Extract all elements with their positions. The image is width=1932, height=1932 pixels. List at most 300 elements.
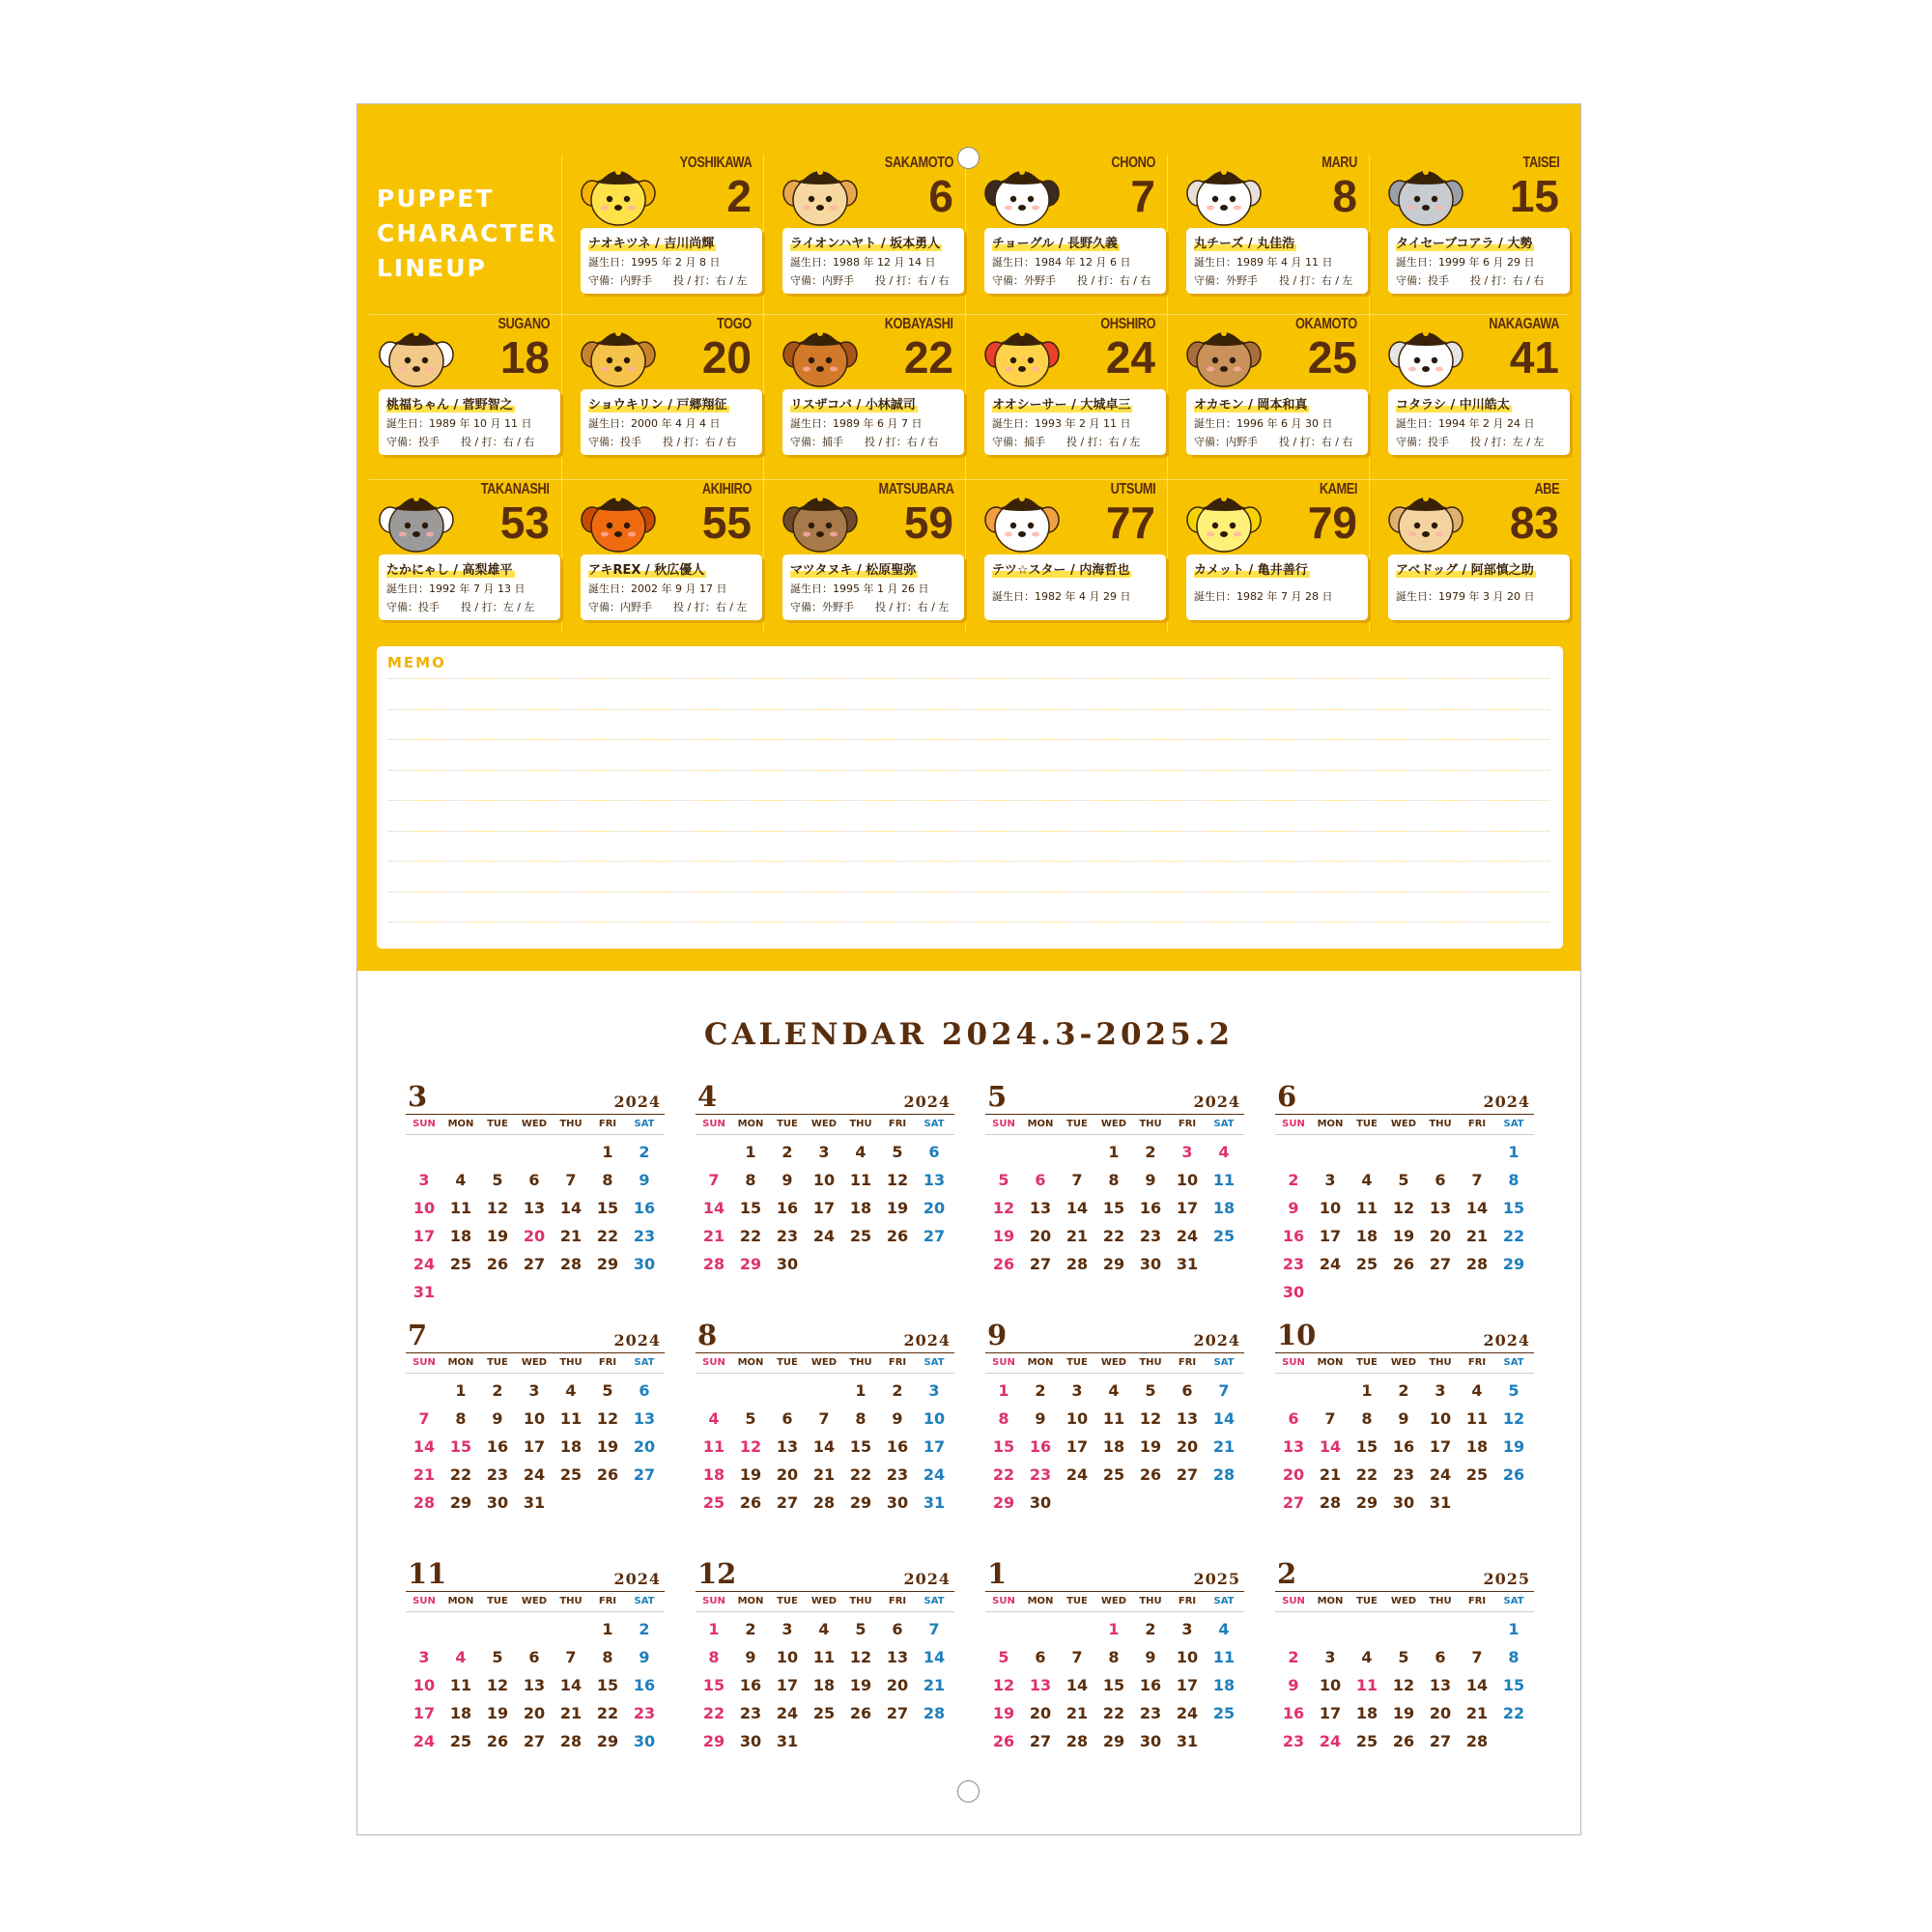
player-number: 22: [903, 332, 953, 383]
player-number: 79: [1307, 497, 1357, 548]
calendar-day: 12: [886, 1171, 909, 1189]
month-number: 9: [987, 1319, 1008, 1351]
calendar-day: 13: [886, 1648, 909, 1666]
calendar-day: 16: [1392, 1437, 1415, 1456]
weekday-label: SAT: [923, 1119, 945, 1129]
birth-date: 誕生日：1988 年 12 月 14 日: [790, 256, 936, 269]
calendar-day: 31: [1429, 1493, 1452, 1512]
calendar-day: 21: [1319, 1465, 1342, 1484]
weekday-label: WED: [810, 1357, 838, 1368]
calendar-day: 26: [1502, 1465, 1525, 1484]
calendar-day: 31: [923, 1493, 946, 1512]
calendar-day: 15: [449, 1437, 472, 1456]
calendar-day: 27: [1429, 1732, 1452, 1750]
calendar-day: 30: [1139, 1732, 1162, 1750]
calendar-day: 10: [776, 1648, 799, 1666]
calendar-day: 18: [1102, 1437, 1125, 1456]
calendar-day: 19: [486, 1227, 509, 1245]
player-info-card: [1388, 228, 1570, 294]
calendar-day: 14: [1319, 1437, 1342, 1456]
calendar-day: 30: [739, 1732, 762, 1750]
calendar-day: 21: [412, 1465, 436, 1484]
calendar-day: 22: [596, 1227, 619, 1245]
calendar-day: 9: [639, 1648, 650, 1666]
weekday-label: THU: [1429, 1119, 1452, 1129]
lion-face-icon: [781, 156, 860, 228]
calendar-day: 5: [1508, 1381, 1520, 1400]
player-name: MATSUBARA: [878, 481, 953, 497]
position-info: 守備：内野手 投 / 打：右 / 右: [1194, 436, 1353, 448]
calendar-day: 20: [776, 1465, 799, 1484]
calendar-day: 23: [886, 1465, 909, 1484]
weekday-rule: [1275, 1134, 1534, 1135]
calendar-day: 14: [1465, 1199, 1489, 1217]
calendar-day: 15: [1502, 1676, 1525, 1694]
player-card: [969, 145, 1171, 307]
character-name: テツ☆スター / 内海哲也: [992, 559, 1131, 578]
calendar-day: 18: [849, 1199, 872, 1217]
calendar-day: 26: [1139, 1465, 1162, 1484]
position-info: 守備：内野手 投 / 打：右 / 左: [588, 601, 748, 613]
month-year: 2024: [613, 1093, 661, 1111]
calendar-day: 5: [492, 1648, 503, 1666]
month-rule: [1275, 1114, 1534, 1115]
calendar-day: 13: [1029, 1676, 1052, 1694]
calendar-day: 13: [1429, 1199, 1452, 1217]
birth-date: 誕生日：1995 年 2 月 8 日: [588, 256, 721, 269]
calendar-day: 22: [1502, 1227, 1525, 1245]
calendar-day: 15: [596, 1199, 619, 1217]
calendar-day: 4: [1361, 1648, 1373, 1666]
character-name: アキREX / 秋広優人: [588, 559, 706, 578]
calendar-day: 11: [702, 1437, 725, 1456]
calendar-day: 26: [1392, 1732, 1415, 1750]
player-name: OKAMOTO: [1295, 316, 1357, 332]
calendar-day: 29: [992, 1493, 1015, 1512]
calendar-day: 25: [449, 1255, 472, 1273]
weekday-label: WED: [1100, 1596, 1127, 1606]
month-block: [696, 1557, 956, 1789]
player-info-card: [1388, 554, 1570, 620]
player-name: KOBAYASHI: [885, 316, 953, 332]
calendar-day: 13: [1176, 1409, 1199, 1428]
calendar-day: 5: [998, 1648, 1009, 1666]
month-block: [985, 1080, 1246, 1312]
weekday-rule: [406, 1611, 665, 1612]
character-name: ナオキツネ / 吉川尚輝: [588, 233, 716, 251]
calendar-day: 5: [855, 1620, 867, 1638]
cat-face-icon: [377, 483, 456, 554]
player-name: NAKAGAWA: [1489, 316, 1559, 332]
month-rule: [696, 1591, 954, 1592]
calendar-day: 5: [602, 1381, 613, 1400]
calendar-day: 14: [1465, 1676, 1489, 1694]
weekday-label: WED: [1390, 1596, 1417, 1606]
calendar-day: 23: [1282, 1255, 1305, 1273]
weekday-label: FRI: [1467, 1357, 1487, 1368]
calendar-day: 2: [639, 1620, 650, 1638]
calendar-day: 28: [559, 1732, 582, 1750]
calendar-day: 7: [1471, 1648, 1483, 1666]
weekday-label: SAT: [923, 1357, 945, 1368]
character-name: チョーグル / 長野久義: [992, 233, 1120, 251]
calendar-day: 6: [1181, 1381, 1193, 1400]
birth-date: 誕生日：1989 年 6 月 7 日: [790, 417, 923, 430]
weekday-label: WED: [1390, 1119, 1417, 1129]
month-number: 4: [697, 1080, 718, 1113]
weekday-label: MON: [1317, 1119, 1344, 1129]
weekday-label: TUE: [1356, 1357, 1378, 1368]
weekday-label: MON: [447, 1596, 474, 1606]
calendar-day: 29: [1102, 1732, 1125, 1750]
calendar-day: 6: [528, 1171, 540, 1189]
player-number: 7: [1130, 171, 1155, 221]
top-hang-hole: [957, 147, 980, 169]
month-number: 6: [1277, 1080, 1297, 1113]
weekday-rule: [406, 1373, 665, 1374]
weekday-label: SUN: [1282, 1596, 1305, 1606]
weekday-label: SAT: [634, 1596, 655, 1606]
weekday-rule: [1275, 1373, 1534, 1374]
weekday-label: THU: [1139, 1119, 1162, 1129]
month-rule: [1275, 1352, 1534, 1353]
memo-line: [388, 739, 1549, 740]
calendar-day: 8: [1508, 1648, 1520, 1666]
calendar-day: 4: [708, 1409, 720, 1428]
weekday-label: MON: [1027, 1119, 1054, 1129]
calendar-day: 29: [1355, 1493, 1378, 1512]
calendar-day: 26: [739, 1493, 762, 1512]
month-number: 10: [1277, 1319, 1317, 1351]
player-name: OHSHIRO: [1100, 316, 1155, 332]
calendar-day: 17: [1319, 1227, 1342, 1245]
calendar-day: 7: [565, 1171, 577, 1189]
calendar-day: 25: [702, 1493, 725, 1512]
calendar-day: 1: [998, 1381, 1009, 1400]
character-name: ライオンハヤト / 坂本勇人: [790, 233, 942, 251]
weekday-rule: [696, 1611, 954, 1612]
calendar-day: 6: [1035, 1171, 1046, 1189]
calendar-day: 27: [1029, 1732, 1052, 1750]
calendar-day: 8: [602, 1171, 613, 1189]
position-info: 守備：投手 投 / 打：右 / 右: [588, 436, 737, 448]
calendar-day: 30: [633, 1732, 656, 1750]
weekday-label: FRI: [888, 1119, 907, 1129]
player-info-card: [984, 554, 1166, 620]
player-info-card: [1388, 389, 1570, 455]
calendar-day: 16: [633, 1676, 656, 1694]
player-card: [1171, 145, 1373, 307]
calendar-day: 28: [1212, 1465, 1236, 1484]
calendar-day: 12: [992, 1676, 1015, 1694]
calendar-day: 7: [1218, 1381, 1230, 1400]
calendar-day: 21: [1065, 1227, 1089, 1245]
calendar-day: 25: [449, 1732, 472, 1750]
player-card: [969, 471, 1171, 634]
calendar-day: 8: [1108, 1648, 1120, 1666]
weekday-label: TUE: [777, 1596, 798, 1606]
calendar-day: 26: [992, 1732, 1015, 1750]
weekday-label: TUE: [1066, 1119, 1088, 1129]
calendar-day: 20: [1429, 1227, 1452, 1245]
calendar-day: 11: [449, 1199, 472, 1217]
calendar-day: 20: [523, 1227, 546, 1245]
calendar-day: 20: [1029, 1704, 1052, 1722]
weekday-rule: [985, 1373, 1244, 1374]
calendar-day: 5: [1398, 1648, 1409, 1666]
calendar-day: 12: [849, 1648, 872, 1666]
weekday-label: SAT: [1503, 1119, 1524, 1129]
weekday-label: SUN: [992, 1357, 1015, 1368]
calendar-day: 10: [412, 1199, 436, 1217]
calendar-day: 10: [1319, 1199, 1342, 1217]
weekday-label: SAT: [1503, 1357, 1524, 1368]
calendar-day: 21: [559, 1704, 582, 1722]
weekday-rule: [985, 1134, 1244, 1135]
calendar-day: 11: [1102, 1409, 1125, 1428]
character-name: リスザコバ / 小林誠司: [790, 394, 918, 412]
calendar-day: 17: [1176, 1676, 1199, 1694]
calendar-day: 14: [559, 1199, 582, 1217]
calendar-day: 27: [523, 1732, 546, 1750]
calendar-day: 2: [492, 1381, 503, 1400]
character-name: ショウキリン / 戸郷翔征: [588, 394, 729, 412]
calendar-day: 16: [633, 1199, 656, 1217]
calendar-day: 9: [1398, 1409, 1409, 1428]
player-number: 53: [499, 497, 550, 548]
calendar-day: 13: [923, 1171, 946, 1189]
calendar-day: 11: [449, 1676, 472, 1694]
calendar-day: 24: [1319, 1732, 1342, 1750]
calendar-day: 11: [559, 1409, 582, 1428]
weekday-label: SUN: [702, 1596, 725, 1606]
weekday-label: THU: [559, 1357, 582, 1368]
calendar-day: 14: [923, 1648, 946, 1666]
month-number: 8: [697, 1319, 718, 1351]
position-info: 守備：外野手 投 / 打：右 / 左: [790, 601, 950, 613]
birth-date: 誕生日：1999 年 6 月 29 日: [1396, 256, 1535, 269]
position-info: 守備：外野手 投 / 打：右 / 左: [1194, 274, 1353, 287]
month-year: 2024: [1483, 1093, 1530, 1111]
weekday-label: SAT: [1503, 1596, 1524, 1606]
calendar-day: 24: [1065, 1465, 1089, 1484]
calendar-day: 20: [1176, 1437, 1199, 1456]
calendar-day: 9: [1288, 1676, 1299, 1694]
memo-area[interactable]: [377, 646, 1563, 949]
weekday-label: WED: [521, 1596, 548, 1606]
calendar-day: 25: [559, 1465, 582, 1484]
calendar-day: 19: [1392, 1704, 1415, 1722]
position-info: 守備：捕手 投 / 打：右 / 左: [992, 436, 1141, 448]
calendar-day: 22: [596, 1704, 619, 1722]
calendar-day: 8: [1108, 1171, 1120, 1189]
character-name: たかにゃし / 高梨雄平: [386, 559, 515, 578]
calendar-day: 4: [1108, 1381, 1120, 1400]
calendar-day: 23: [1139, 1227, 1162, 1245]
calendar-day: 16: [776, 1199, 799, 1217]
calendar-day: 16: [486, 1437, 509, 1456]
memo-line: [388, 861, 1549, 862]
tanuki-face-icon: [781, 483, 860, 554]
calendar-day: 3: [528, 1381, 540, 1400]
calendar-day: 4: [1361, 1171, 1373, 1189]
calendar-day: 1: [1361, 1381, 1373, 1400]
calendar-day: 21: [559, 1227, 582, 1245]
character-name: タイセーブコアラ / 大勢: [1396, 233, 1534, 251]
calendar-day: 30: [886, 1493, 909, 1512]
calendar-day: 7: [818, 1409, 830, 1428]
month-number: 12: [697, 1557, 737, 1590]
white-dog-face-icon: [1184, 156, 1264, 228]
calendar-day: 22: [1102, 1704, 1125, 1722]
calendar-day: 5: [1398, 1171, 1409, 1189]
calendar-day: 1: [1108, 1620, 1120, 1638]
player-card: [1373, 471, 1575, 634]
calendar-day: 12: [486, 1676, 509, 1694]
calendar-day: 25: [1465, 1465, 1489, 1484]
fox-face-icon: [579, 156, 658, 228]
weekday-label: FRI: [1467, 1596, 1487, 1606]
calendar-day: 3: [418, 1171, 430, 1189]
calico-cat-face-icon: [982, 483, 1062, 554]
birth-date: 誕生日：1984 年 12 月 6 日: [992, 256, 1131, 269]
calendar-day: 2: [1145, 1143, 1156, 1161]
player-name: AKIHIRO: [701, 481, 752, 497]
calendar-day: 8: [745, 1171, 756, 1189]
calendar-day: 9: [639, 1171, 650, 1189]
player-name: SAKAMOTO: [884, 155, 953, 171]
calendar-day: 9: [1035, 1409, 1046, 1428]
calendar-day: 17: [1429, 1437, 1452, 1456]
calendar-day: 28: [1065, 1732, 1089, 1750]
weekday-label: TUE: [777, 1357, 798, 1368]
calendar-day: 31: [776, 1732, 799, 1750]
calendar-day: 25: [1102, 1465, 1125, 1484]
calendar-day: 8: [1361, 1409, 1373, 1428]
calendar-day: 23: [739, 1704, 762, 1722]
calendar-day: 1: [602, 1620, 613, 1638]
weekday-label: THU: [559, 1596, 582, 1606]
player-number: 24: [1105, 332, 1155, 383]
calendar-day: 13: [1029, 1199, 1052, 1217]
weekday-label: MON: [1027, 1357, 1054, 1368]
player-number: 59: [903, 497, 953, 548]
calendar-day: 7: [928, 1620, 940, 1638]
weekday-rule: [696, 1134, 954, 1135]
player-card: [767, 145, 969, 307]
calendar-day: 30: [1282, 1283, 1305, 1301]
weekday-label: MON: [737, 1357, 764, 1368]
calendar-day: 21: [1465, 1704, 1489, 1722]
calendar-day: 18: [702, 1465, 725, 1484]
calendar-day: 30: [776, 1255, 799, 1273]
calendar-day: 22: [1102, 1227, 1125, 1245]
calendar-day: 5: [745, 1409, 756, 1428]
player-card: [363, 471, 565, 634]
weekday-rule: [406, 1134, 665, 1135]
calendar-day: 24: [923, 1465, 946, 1484]
calendar-day: 6: [1435, 1648, 1446, 1666]
calendar-day: 3: [418, 1648, 430, 1666]
calendar-day: 14: [702, 1199, 725, 1217]
player-number: 41: [1509, 332, 1559, 383]
calendar-day: 16: [1139, 1676, 1162, 1694]
calendar-day: 7: [708, 1171, 720, 1189]
calendar-day: 19: [886, 1199, 909, 1217]
calendar-day: 28: [412, 1493, 436, 1512]
calendar-day: 12: [1392, 1676, 1415, 1694]
position-info: 守備：投手 投 / 打：右 / 右: [1396, 274, 1545, 287]
birth-date: 誕生日：2000 年 4 月 4 日: [588, 417, 721, 430]
calendar-day: 9: [1288, 1199, 1299, 1217]
calendar-day: 15: [739, 1199, 762, 1217]
position-info: 守備：投手 投 / 打：左 / 左: [1396, 436, 1545, 448]
calendar-day: 26: [1392, 1255, 1415, 1273]
calendar-day: 12: [739, 1437, 762, 1456]
calendar-day: 19: [486, 1704, 509, 1722]
calendar-day: 14: [559, 1676, 582, 1694]
weekday-label: MON: [447, 1119, 474, 1129]
calendar-day: 19: [596, 1437, 619, 1456]
character-name: コタラシ / 中川皓太: [1396, 394, 1512, 412]
weekday-label: FRI: [888, 1596, 907, 1606]
birth-date: 誕生日：1979 年 3 月 20 日: [1396, 590, 1535, 603]
weekday-label: FRI: [598, 1596, 617, 1606]
weekday-label: SAT: [634, 1119, 655, 1129]
calendar-day: 13: [1429, 1676, 1452, 1694]
weekday-label: THU: [1139, 1596, 1162, 1606]
month-number: 7: [408, 1319, 428, 1351]
player-name: KAMEI: [1319, 481, 1357, 497]
calendar-day: 2: [781, 1143, 793, 1161]
calendar-day: 8: [1508, 1171, 1520, 1189]
calendar-day: 9: [781, 1171, 793, 1189]
calendar-day: 4: [455, 1648, 467, 1666]
calendar-day: 17: [1319, 1704, 1342, 1722]
calendar-day: 3: [1181, 1143, 1193, 1161]
calendar-day: 22: [992, 1465, 1015, 1484]
month-block: [985, 1557, 1246, 1789]
weekday-label: WED: [521, 1357, 548, 1368]
calendar-day: 11: [1212, 1648, 1236, 1666]
calendar-day: 30: [633, 1255, 656, 1273]
calendar-day: 26: [486, 1255, 509, 1273]
calendar-day: 4: [1218, 1620, 1230, 1638]
calendar-day: 19: [849, 1676, 872, 1694]
calendar-day: 13: [523, 1676, 546, 1694]
calendar-day: 16: [1282, 1227, 1305, 1245]
calendar-day: 1: [1508, 1143, 1520, 1161]
calendar-day: 5: [1145, 1381, 1156, 1400]
calendar-day: 21: [812, 1465, 836, 1484]
calendar-day: 13: [1282, 1437, 1305, 1456]
month-rule: [1275, 1591, 1534, 1592]
weekday-rule: [696, 1373, 954, 1374]
calendar-day: 30: [1029, 1493, 1052, 1512]
weekday-label: SUN: [992, 1596, 1015, 1606]
calendar-day: 25: [1212, 1227, 1236, 1245]
calendar-day: 17: [412, 1227, 436, 1245]
player-info-card: [1186, 389, 1368, 455]
player-info-card: [984, 389, 1166, 455]
month-year: 2024: [903, 1331, 951, 1350]
weekday-label: MON: [737, 1596, 764, 1606]
weekday-label: TUE: [1356, 1119, 1378, 1129]
calendar-day: 17: [1176, 1199, 1199, 1217]
calendar-day: 14: [1065, 1676, 1089, 1694]
weekday-label: THU: [1429, 1357, 1452, 1368]
calendar-day: 28: [812, 1493, 836, 1512]
